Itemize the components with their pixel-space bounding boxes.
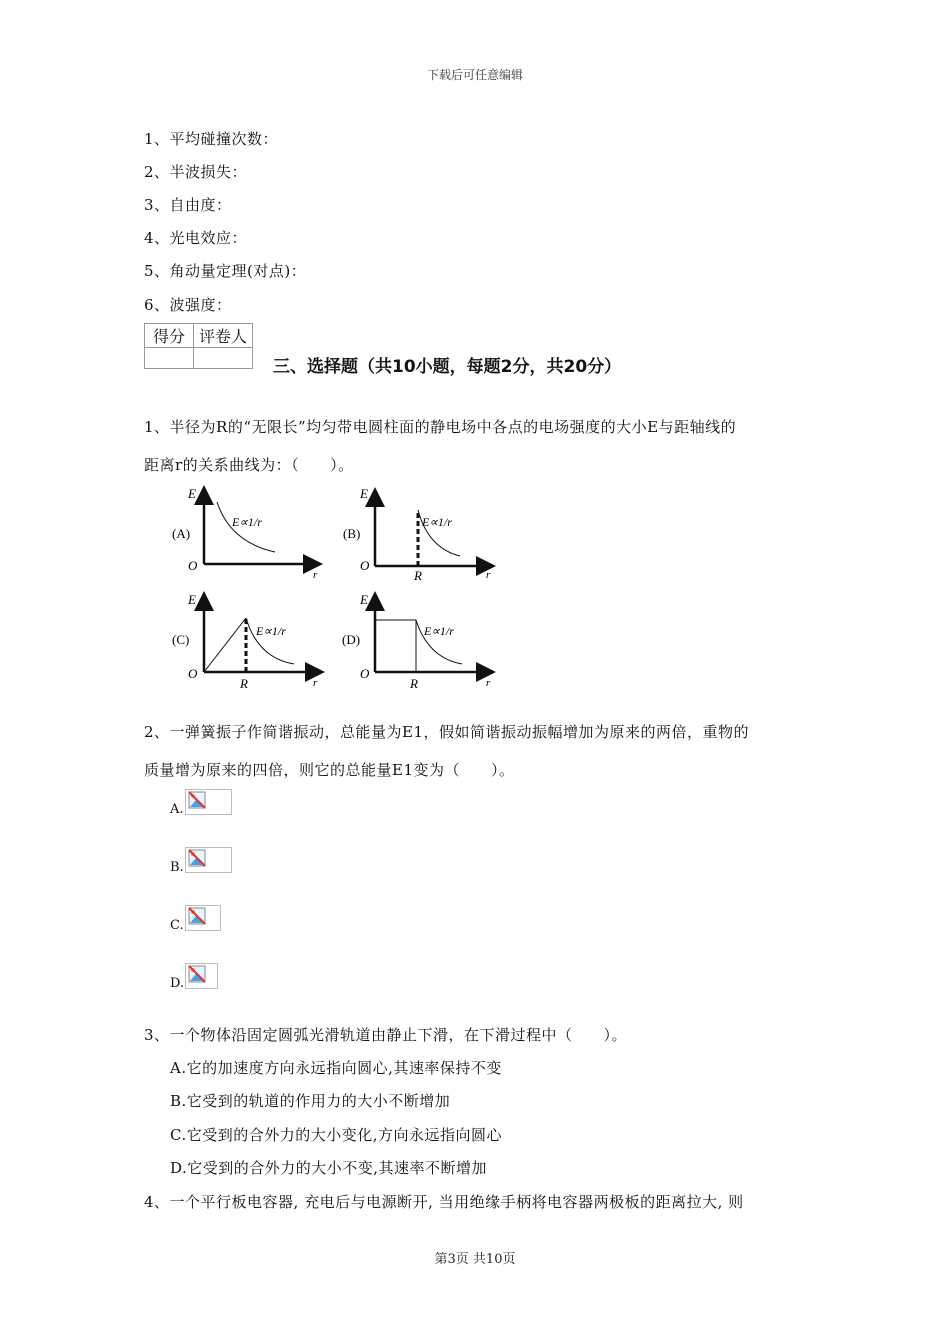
graph-a <box>172 486 318 581</box>
q2-option-b-label: B. <box>170 860 184 875</box>
question-4-line-1: 4、一个平行板电容器, 充电后与电源断开, 当用绝缘手柄将电容器两极板的距离拉大, 则 <box>144 1193 744 1211</box>
graph-c-r-mark: R <box>240 676 248 691</box>
graph-c <box>172 592 320 691</box>
score-table <box>144 323 253 369</box>
graph-a-x-label: r <box>313 569 318 581</box>
graph-c-x-label: r <box>313 677 318 689</box>
broken-image-icon <box>188 907 206 925</box>
graph-b-label: (B) <box>343 526 361 541</box>
broken-image-icon <box>188 965 206 983</box>
question-2-line-1: 2、一弹簧振子作简谐振动，总能量为E1，假如简谐振动振幅增加为原来的两倍，重物的 <box>144 723 750 741</box>
definition-item: 3、自由度： <box>144 196 232 214</box>
graph-c-linear-segment <box>204 618 246 672</box>
graph-b-x-label: r <box>486 569 491 581</box>
q2-option-c-label: C. <box>170 918 184 933</box>
graph-d-y-label: E <box>360 592 368 607</box>
q3-option-d: D.它受到的合外力的大小不变,其速率不断增加 <box>170 1159 488 1177</box>
question-1-line-2: 距离r的关系曲线为：（ ）。 <box>144 456 354 474</box>
graph-b-origin: O <box>360 558 370 573</box>
graph-a-formula: E∝1/r <box>232 515 262 529</box>
q2-option-a-image <box>185 789 232 815</box>
graph-c-origin: O <box>188 666 198 681</box>
grader-header: 评卷人 <box>194 324 253 348</box>
q3-option-b: B.它受到的轨道的作用力的大小不断增加 <box>170 1092 451 1110</box>
graph-d <box>342 592 491 691</box>
section-title: 三、选择题（共10小题，每题2分，共20分） <box>273 357 622 377</box>
q2-option-d-image <box>185 963 218 989</box>
q2-option-b-image <box>185 847 232 873</box>
page-header: 下载后可任意编辑 <box>426 68 523 82</box>
field-graphs-figure <box>160 480 505 695</box>
graph-b-formula: E∝1/r <box>422 515 452 529</box>
page-footer: 第3页 共10页 <box>434 1252 516 1267</box>
graph-c-y-label: E <box>188 592 196 607</box>
broken-image-icon <box>188 791 206 809</box>
graph-c-formula: E∝1/r <box>256 624 286 638</box>
graph-b-r-mark: R <box>414 568 422 583</box>
graph-c-label: (C) <box>172 632 190 647</box>
question-2-line-2: 质量增为原来的四倍，则它的总能量E1变为（ ）。 <box>144 761 515 779</box>
graph-d-origin: O <box>360 666 370 681</box>
score-header: 得分 <box>145 324 194 348</box>
graph-d-label: (D) <box>342 632 361 647</box>
graph-d-x-label: r <box>486 677 491 689</box>
q2-option-d-label: D. <box>170 976 185 991</box>
definition-item: 4、光电效应： <box>144 229 248 247</box>
graph-d-r-mark: R <box>410 676 418 691</box>
graph-d-formula: E∝1/r <box>424 624 454 638</box>
grader-cell <box>194 348 253 369</box>
definition-item: 1、平均碰撞次数： <box>144 130 279 148</box>
q3-option-c: C.它受到的合外力的大小变化,方向永远指向圆心 <box>170 1126 502 1144</box>
question-1-line-1: 1、半径为R的“无限长”均匀带电圆柱面的静电场中各点的电场强度的大小E与距轴线的 <box>144 418 737 436</box>
question-3-line-1: 3、一个物体沿固定圆弧光滑轨道由静止下滑，在下滑过程中（ ）。 <box>144 1026 628 1044</box>
q2-option-c-image <box>185 905 221 931</box>
graph-a-label: (A) <box>172 526 191 541</box>
definition-item: 6、波强度： <box>144 296 232 314</box>
broken-image-icon <box>188 849 206 867</box>
graph-b <box>343 486 491 583</box>
q2-option-a-label: A. <box>170 802 184 817</box>
score-cell <box>145 348 194 369</box>
graph-a-origin: O <box>188 558 198 573</box>
q3-option-a: A.它的加速度方向永远指向圆心,其速率保持不变 <box>170 1059 502 1077</box>
definition-item: 2、半波损失： <box>144 163 248 181</box>
graph-b-y-label: E <box>360 486 368 501</box>
graph-a-y-label: E <box>188 486 196 501</box>
definition-item: 5、角动量定理(对点)： <box>144 262 307 280</box>
